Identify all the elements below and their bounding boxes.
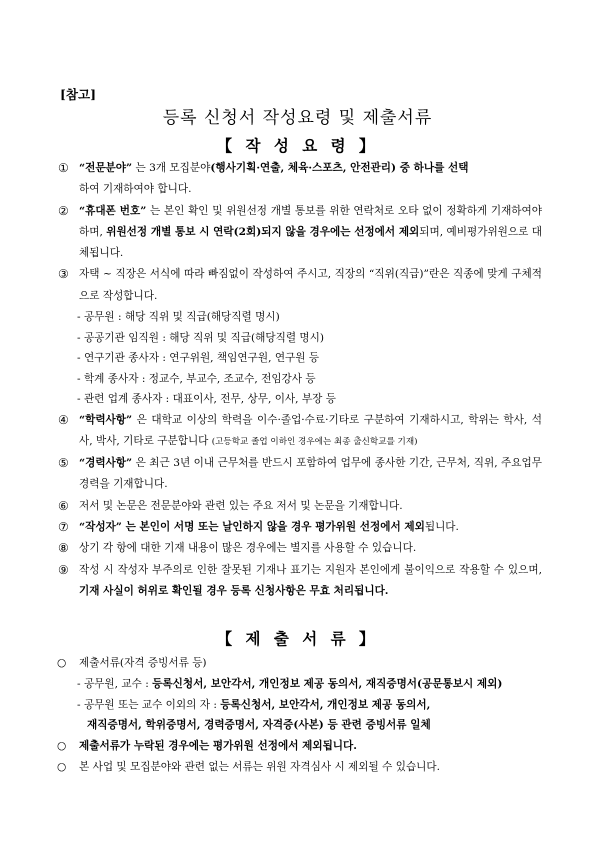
submission-sub-item: - 공무원, 교수 : 등록신청서, 보안각서, 개인정보 제공 동의서, 재직증명서(공문통보시 제외) (77, 678, 503, 691)
section-heading-writing-guide: 【 작 성 요 령 】 (216, 136, 379, 155)
submission-documents-list (57, 653, 542, 778)
submission-item: ○ 제출서류(자격 증빙서류 등) (57, 653, 542, 674)
section-heading-documents: 【 제 출 서 류 】 (216, 629, 379, 648)
submission-sub-item-continued: 재직증명서, 학위증명서, 경력증명서, 자격증(사본) 등 관련 증빙서류 일체 (87, 719, 431, 732)
writing-guide-list (57, 158, 542, 602)
position-example: - 연구기관 종사자 : 연구위원, 책임연구원, 연구원 등 (77, 352, 320, 365)
guide-item-2: ② “휴대폰 번호” 는 본인 확인 및 위원선정 개별 통보를 위한 연락처로 오타 없이 정확하게 기재하여야 하며, 위원선정 개별 통보 시 연락(2회)되지 않을 경우에는 선정에서 제외되며, 예비평가위원으로 대체됩니다. (58, 203, 543, 260)
position-example: - 관련 업계 종사자 : 대표이사, 전무, 상무, 이사, 부장 등 (77, 393, 336, 406)
guide-item-4: ④ “학력사항” 은 대학교 이상의 학력을 이수·졸업·수료·기타로 구분하여 기재하시고, 학위는 학사, 석사, 박사, 기타로 구분합니다 (고등학교 졸업 이하인 경우에는 최종 출신학교를 기재) (58, 412, 542, 447)
guide-item-6: ⑥ 저서 및 논문은 전문분야와 관련 있는 주요 저서 및 논문을 기재합니다. (58, 498, 403, 513)
position-example: - 공무원 : 해당 직위 및 직급(해당직렬 명시) (77, 311, 280, 324)
submission-item: ○ 제출서류가 누락된 경우에는 평가위원 선정에서 제외됩니다. (57, 736, 542, 757)
guide-item-9: ⑨ 작성 시 작성자 부주의로 인한 잘못된 기재나 표기는 지원자 본인에게 불이익으로 작용할 수 있으며, 기재 사실이 허위로 확인될 경우 등록 신청사항은 무효 처리됩니다. (58, 562, 542, 597)
guide-item-3: ③ 자택 ~ 직장은 서식에 따라 빠짐없이 작성하여 주시고, 직장의 “직위(직급)”란은 직종에 맞게 구체적으로 작성합니다. (58, 267, 542, 302)
guide-item-5: ⑤ “경력사항” 은 최근 3년 이내 근무처를 반드시 포함하여 업무에 종사한 기간, 근무처, 직위, 주요업무 경력을 기재합니다. (58, 456, 542, 491)
guide-item-8: ⑧ 상기 각 항에 대한 기재 내용이 많은 경우에는 별지를 사용할 수 있습니다. (58, 541, 417, 556)
position-example: - 공공기관 임직원 : 해당 직위 및 직급(해당직렬 명시) (77, 331, 325, 344)
submission-item: ○ 본 사업 및 모집분야와 관련 없는 서류는 위원 자격심사 시 제외될 수 있습니다. (57, 757, 542, 778)
circle-bullet-icon: ○ (57, 657, 67, 669)
submission-sub-item: - 공무원 또는 교수 이외의 자 : 등록신청서, 보안각서, 개인정보 제공 동의서, (77, 698, 431, 711)
reference-label: [참고] (60, 87, 96, 102)
circle-bullet-icon: ○ (57, 739, 67, 752)
document-title: 등록 신청서 작성요령 및 제출서류 (162, 108, 433, 128)
guide-item-1: ① “전문분야” 는 3개 모집분야(행사기획·연출, 체육·스포츠, 안전관리) 중 하나를 선택 하여 기재하여야 합니다. (58, 161, 469, 196)
circle-bullet-icon: ○ (57, 761, 67, 774)
guide-item-7: ⑦ “작성자” 는 본인이 서명 또는 날인하지 않을 경우 평가위원 선정에서 제외됩니다. (58, 520, 459, 535)
position-example: - 학계 종사자 : 정교수, 부교수, 조교수, 전임강사 등 (77, 372, 316, 385)
